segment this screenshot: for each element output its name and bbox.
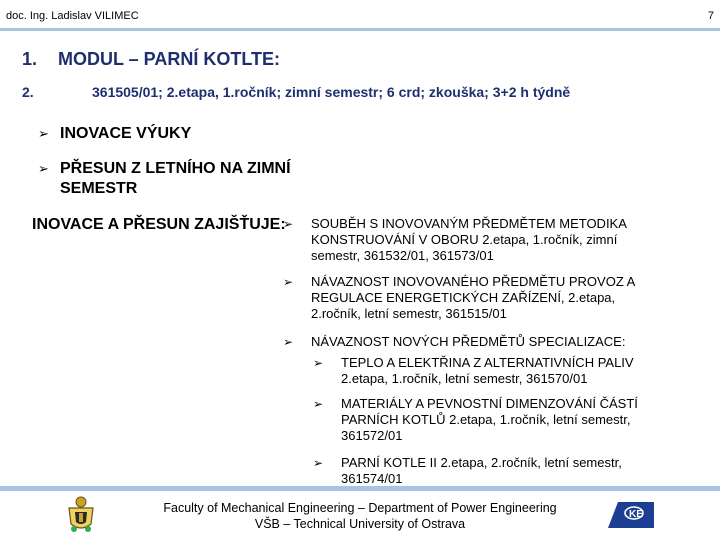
list-item [283,216,651,264]
slide-title [22,49,280,70]
arrow-bullet-icon: ➢ [313,397,324,411]
footer-faculty: Faculty of Mechanical Engineering – Department of Power Engineering [163,501,557,515]
ke-logo-icon [604,502,654,533]
page-number: 7 [707,10,714,22]
sub-list-item-text: MATERIÁLY A PEVNOSTNÍ DIMENZOVÁNÍ ČÁSTÍ PARNÍCH KOTLŮ 2.etapa, 1.ročník, letní semestr, 361572/01 [341,396,638,443]
sub-list-item [313,396,661,444]
course-info [22,84,570,100]
arrow-bullet-icon: ➢ [313,456,324,470]
header-author: doc. Ing. Ladislav VILIMEC [6,10,139,22]
sub-list-item-text: PARNÍ KOTLE II 2.etapa, 2.ročník, letní semestr, 361574/01 [341,455,622,486]
sub-list-item [313,455,661,487]
lead-text: INOVACE A PŘESUN ZAJIŠŤUJE: [32,216,286,233]
header-divider [0,28,720,31]
list-item-text: SOUBĚH S INOVOVANÝM PŘEDMĚTEM METODIKA KONSTRUOVÁNÍ V OBORU 2.etapa, 1.ročník, zimní semestr, 361532/01, 361573/01 [311,216,627,263]
sub-list-item-text: TEPLO A ELEKTŘINA Z ALTERNATIVNÍCH PALIV 2.etapa, 1.ročník, letní semestr, 361570/01 [341,355,634,386]
ke-logo-text: KE [629,509,643,520]
footer-divider [0,486,720,491]
course-info-text: 361505/01; 2.etapa, 1.ročník; zimní semestr; 6 crd; zkouška; 3+2 h týdně [92,84,571,100]
arrow-bullet-icon: ➢ [283,275,294,289]
arrow-bullet-icon: ➢ [283,335,294,349]
course-info-number: 2. [22,84,34,100]
arrow-bullet-icon: ➢ [313,356,324,370]
main-bullet-text: PŘESUN Z LETNÍHO NA ZIMNÍ SEMESTR [60,160,291,197]
list-item-text: NÁVAZNOST INOVOVANÉHO PŘEDMĚTU PROVOZ A REGULACE ENERGETICKÝCH ZAŘÍZENÍ, 2.etapa, 2.ročník, letní semestr, 361515/01 [311,274,635,321]
title-text: MODUL – PARNÍ KOTLTE: [58,49,280,69]
main-bullet [38,124,191,144]
main-bullet-text: INOVACE VÝUKY [60,125,192,142]
title-number: 1. [22,49,38,69]
list-item-text: NÁVAZNOST NOVÝCH PŘEDMĚTŮ SPECIALIZACE: [311,334,626,349]
footer-university: VŠB – Technical University of Ostrava [254,517,466,531]
arrow-bullet-icon: ➢ [38,126,49,141]
arrow-bullet-icon: ➢ [38,161,49,176]
list-item [283,274,651,322]
main-bullet [38,159,360,199]
arrow-bullet-icon: ➢ [283,217,294,231]
list-item [283,334,651,350]
sub-list-item [313,355,661,387]
